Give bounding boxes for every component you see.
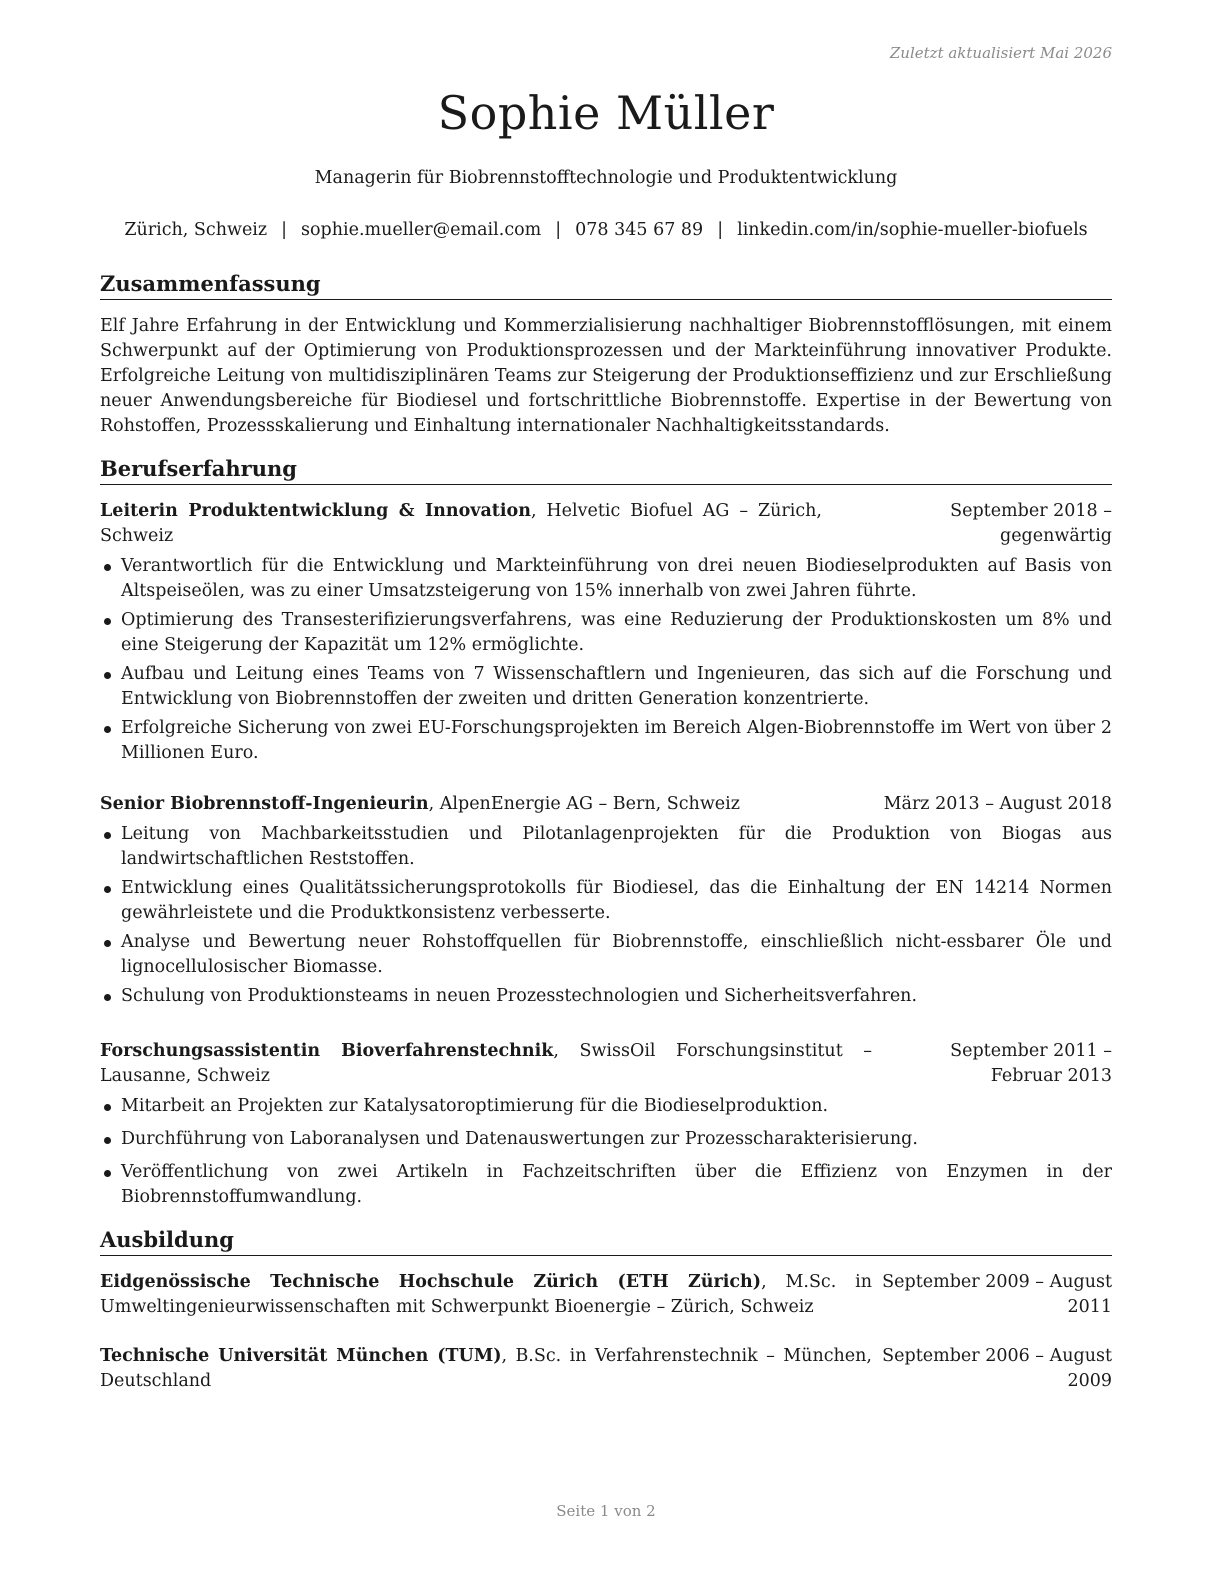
job-organization: , AlpenEnergie AG – Bern, Schweiz [428, 794, 740, 814]
job-dates: März 2013 – August 2018 [884, 792, 1112, 817]
education-entry-header [100, 1344, 1112, 1394]
section-title-summary: Zusammenfassung [100, 270, 1112, 300]
candidate-title: Managerin für Biobrennstofftechnologie und Produktentwicklung [314, 168, 898, 188]
list-item: Erfolgreiche Sicherung von zwei EU-Forschungsprojekten im Bereich Algen-Biobrennstoffe im Wert von über 2 Millionen Euro. [100, 716, 1112, 766]
job-dates: September 2011 – Februar 2013 [880, 1039, 1112, 1089]
job-dates: September 2018 – gegenwärtig [872, 499, 1112, 549]
experience-bullet-list [100, 554, 1112, 770]
education-degree: , B.Sc. in Verfahrenstechnik – München, Deutschland [100, 1346, 872, 1391]
list-item: Veröffentlichung von zwei Artikeln in Fachzeitschriften über die Effizienz von Enzymen in der Biobrennstoffumwandlung. [100, 1160, 1112, 1210]
education-entry-header [100, 1270, 1112, 1320]
last-updated-note: Zuletzt aktualisiert Mai 2026 [889, 44, 1112, 62]
candidate-name: Sophie Müller [437, 86, 775, 140]
contact-separator: | [281, 220, 288, 240]
experience-bullet-list [100, 1094, 1112, 1214]
education-degree: , M.Sc. in Umweltingenieurwissenschaften mit Schwerpunkt Bioenergie – Zürich, Schweiz [100, 1272, 872, 1317]
section-title-education: Ausbildung [100, 1226, 1112, 1256]
list-item: Schulung von Produktionsteams in neuen Prozesstechnologien und Sicherheitsverfahren. [100, 984, 1112, 1009]
experience-entry-header [100, 1039, 1112, 1089]
experience-entry-header [100, 499, 1112, 549]
contact-location: Zürich, Schweiz [124, 220, 268, 240]
job-role: Forschungsassistentin Bioverfahrenstechnik [100, 1041, 554, 1061]
education-school: Eidgenössische Technische Hochschule Zürich (ETH Zürich) [100, 1272, 762, 1292]
summary-text: Elf Jahre Erfahrung in der Entwicklung und Kommerzialisierung nachhaltiger Biobrennstofflösungen, mit einem Schwerpunkt auf der Optimierung von Produktionsprozessen und der Markteinführung innovativer Produkte. Erfolgreiche Leitung von multidisziplinären Teams zur Steigerung der Produktionseffizienz und zur Erschließung neuer Anwendungsbereiche für Biodiesel und fortschrittliche Biobrennstoffe. Expertise in der Bewertung von Rohstoffen, Prozessskalierung und Einhaltung internationaler Nachhaltigkeitsstandards. [100, 316, 1112, 436]
list-item: Verantwortlich für die Entwicklung und Markteinführung von drei neuen Biodieselprodukten auf Basis von Altspeiseölen, was zu einer Umsatzsteigerung von 15% innerhalb von zwei Jahren führte. [100, 554, 1112, 604]
list-item: Durchführung von Laboranalysen und Datenauswertungen zur Prozesscharakterisierung. [100, 1127, 1112, 1152]
list-item: Analyse und Bewertung neuer Rohstoffquellen für Biobrennstoffe, einschließlich nicht-essbarer Öle und lignocellulosischer Biomasse. [100, 930, 1112, 980]
contact-phone[interactable]: 078 345 67 89 [575, 220, 704, 240]
list-item: Leitung von Machbarkeitsstudien und Pilotanlagenprojekten für die Produktion von Biogas aus landwirtschaftlichen Reststoffen. [100, 822, 1112, 872]
experience-bullet-list [100, 822, 1112, 1013]
job-role: Senior Biobrennstoff-Ingenieurin [100, 794, 429, 814]
job-role: Leiterin Produktentwicklung & Innovation [100, 501, 531, 521]
page-number: Seite 1 von 2 [556, 1502, 656, 1520]
section-title-experience: Berufserfahrung [100, 455, 1112, 485]
list-item: Optimierung des Transesterifizierungsverfahrens, was eine Reduzierung der Produktionskosten um 8% und eine Steigerung der Kapazität um 12% ermöglichte. [100, 608, 1112, 658]
education-dates: September 2006 – August 2009 [880, 1344, 1112, 1394]
list-item: Mitarbeit an Projekten zur Katalysatoroptimierung für die Biodieselproduktion. [100, 1094, 1112, 1119]
experience-entry-header [100, 792, 1112, 817]
job-organization: , SwissOil Forschungsinstitut – Lausanne, Schweiz [100, 1041, 873, 1086]
contact-separator: | [717, 220, 724, 240]
list-item: Entwicklung eines Qualitätssicherungsprotokolls für Biodiesel, das die Einhaltung der EN 14214 Normen gewährleistete und die Produktkonsistenz verbesserte. [100, 876, 1112, 926]
education-dates: September 2009 – August 2011 [880, 1270, 1112, 1320]
job-organization: , Helvetic Biofuel AG – Zürich, Schweiz [100, 501, 822, 546]
education-school: Technische Universität München (TUM) [100, 1346, 502, 1366]
contact-separator: | [555, 220, 562, 240]
list-item: Aufbau und Leitung eines Teams von 7 Wissenschaftlern und Ingenieuren, das sich auf die Forschung und Entwicklung von Biobrennstoffen der zweiten und dritten Generation konzentrierte. [100, 662, 1112, 712]
contact-email-link[interactable]: sophie.mueller@email.com [301, 220, 542, 240]
contact-line [100, 220, 1112, 240]
contact-linkedin-link[interactable]: linkedin.com/in/sophie-mueller-biofuels [737, 220, 1088, 240]
